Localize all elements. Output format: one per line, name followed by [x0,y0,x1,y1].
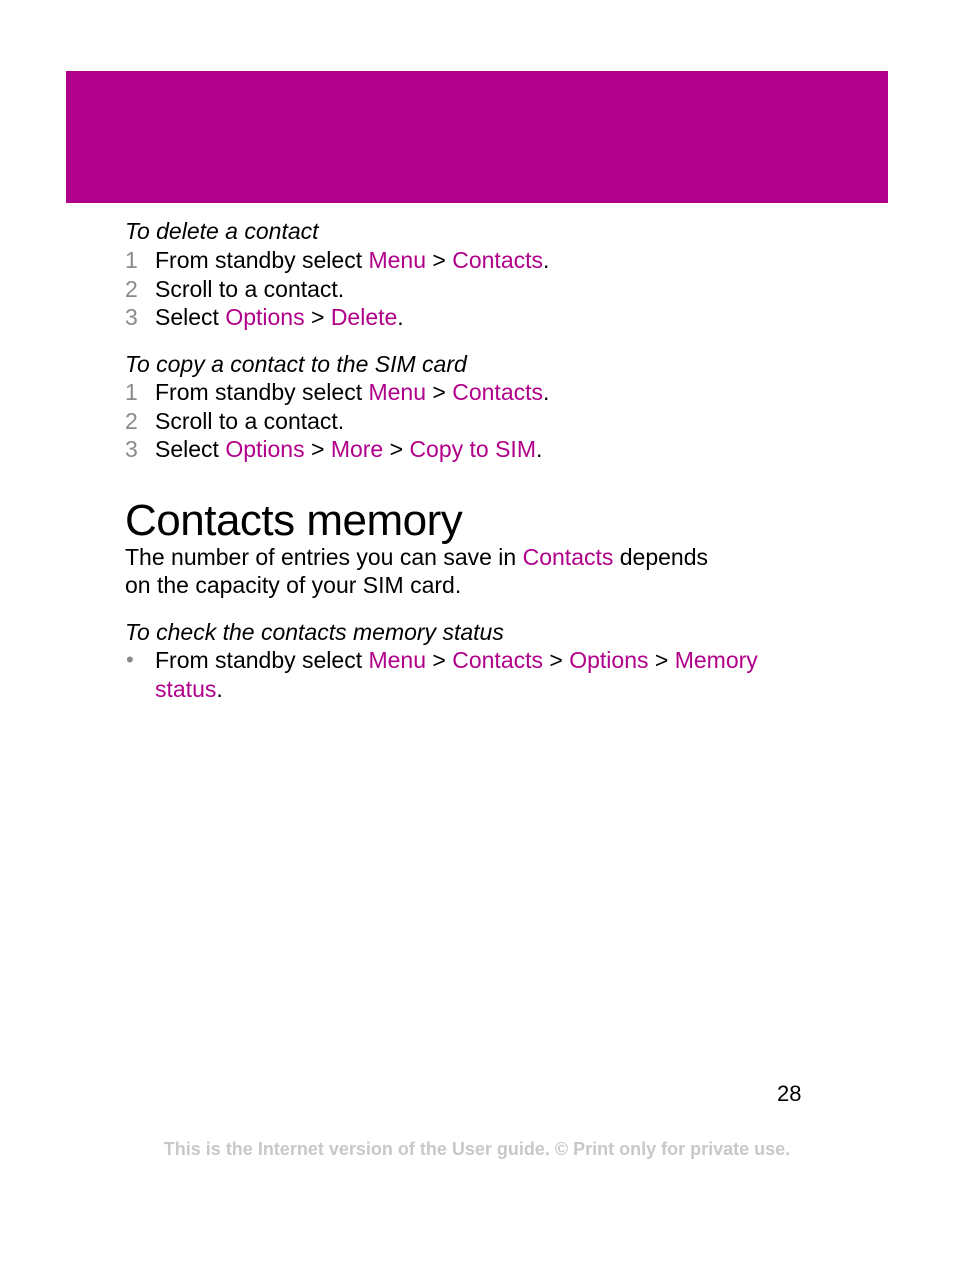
page-number: 28 [777,1081,802,1106]
options-link: Options [225,304,305,330]
delete-step-2: Scroll to a contact. [155,276,345,302]
memory-paragraph-line-1: The number of entries you can save in Contacts depends [125,544,709,570]
step-number: 1 [125,379,138,405]
memory-paragraph-line-2: on the capacity of your SIM card. [125,572,462,598]
bullet: • [126,647,134,672]
delete-step-1: From standby select Menu > Contacts. [155,247,550,273]
footer-notice: This is the Internet version of the User guide. © Print only for private use. [163,1139,791,1159]
contacts-link: Contacts [452,379,543,405]
menu-link: Menu [368,247,427,273]
contacts-link: Contacts [452,247,543,273]
check-step-line-2: status. [155,676,223,702]
menu-link: Menu [368,379,427,405]
copy-step-3: Select Options > More > Copy to SIM. [155,436,543,462]
copy-step-2: Scroll to a contact. [155,408,345,434]
memory-status-link: Memory [674,647,758,673]
copy-contact-title: To copy a contact to the SIM card [125,351,467,377]
check-step-line-1: From standby select Menu > Contacts > Options > Memory [155,647,758,673]
contacts-link: Contacts [452,647,543,673]
delete-step-3: Select Options > Delete. [155,304,404,330]
step-number: 3 [125,304,138,330]
step-number: 1 [125,247,138,273]
delete-contact-title: To delete a contact [125,218,319,244]
page-title: Contacts memory [125,496,463,545]
options-link: Options [225,436,305,462]
check-memory-title: To check the contacts memory status [125,619,504,645]
step-number: 3 [125,436,138,462]
delete-link: Delete [330,304,398,330]
step-number: 2 [125,408,138,434]
options-link: Options [569,647,649,673]
step-number: 2 [125,276,138,302]
contacts-link: Contacts [522,544,614,570]
header-banner [66,71,888,203]
memory-status-link: status [155,676,217,702]
copy-to-sim-link: Copy to SIM [409,436,536,462]
copy-step-1: From standby select Menu > Contacts. [155,379,550,405]
menu-link: Menu [368,647,427,673]
more-link: More [330,436,384,462]
